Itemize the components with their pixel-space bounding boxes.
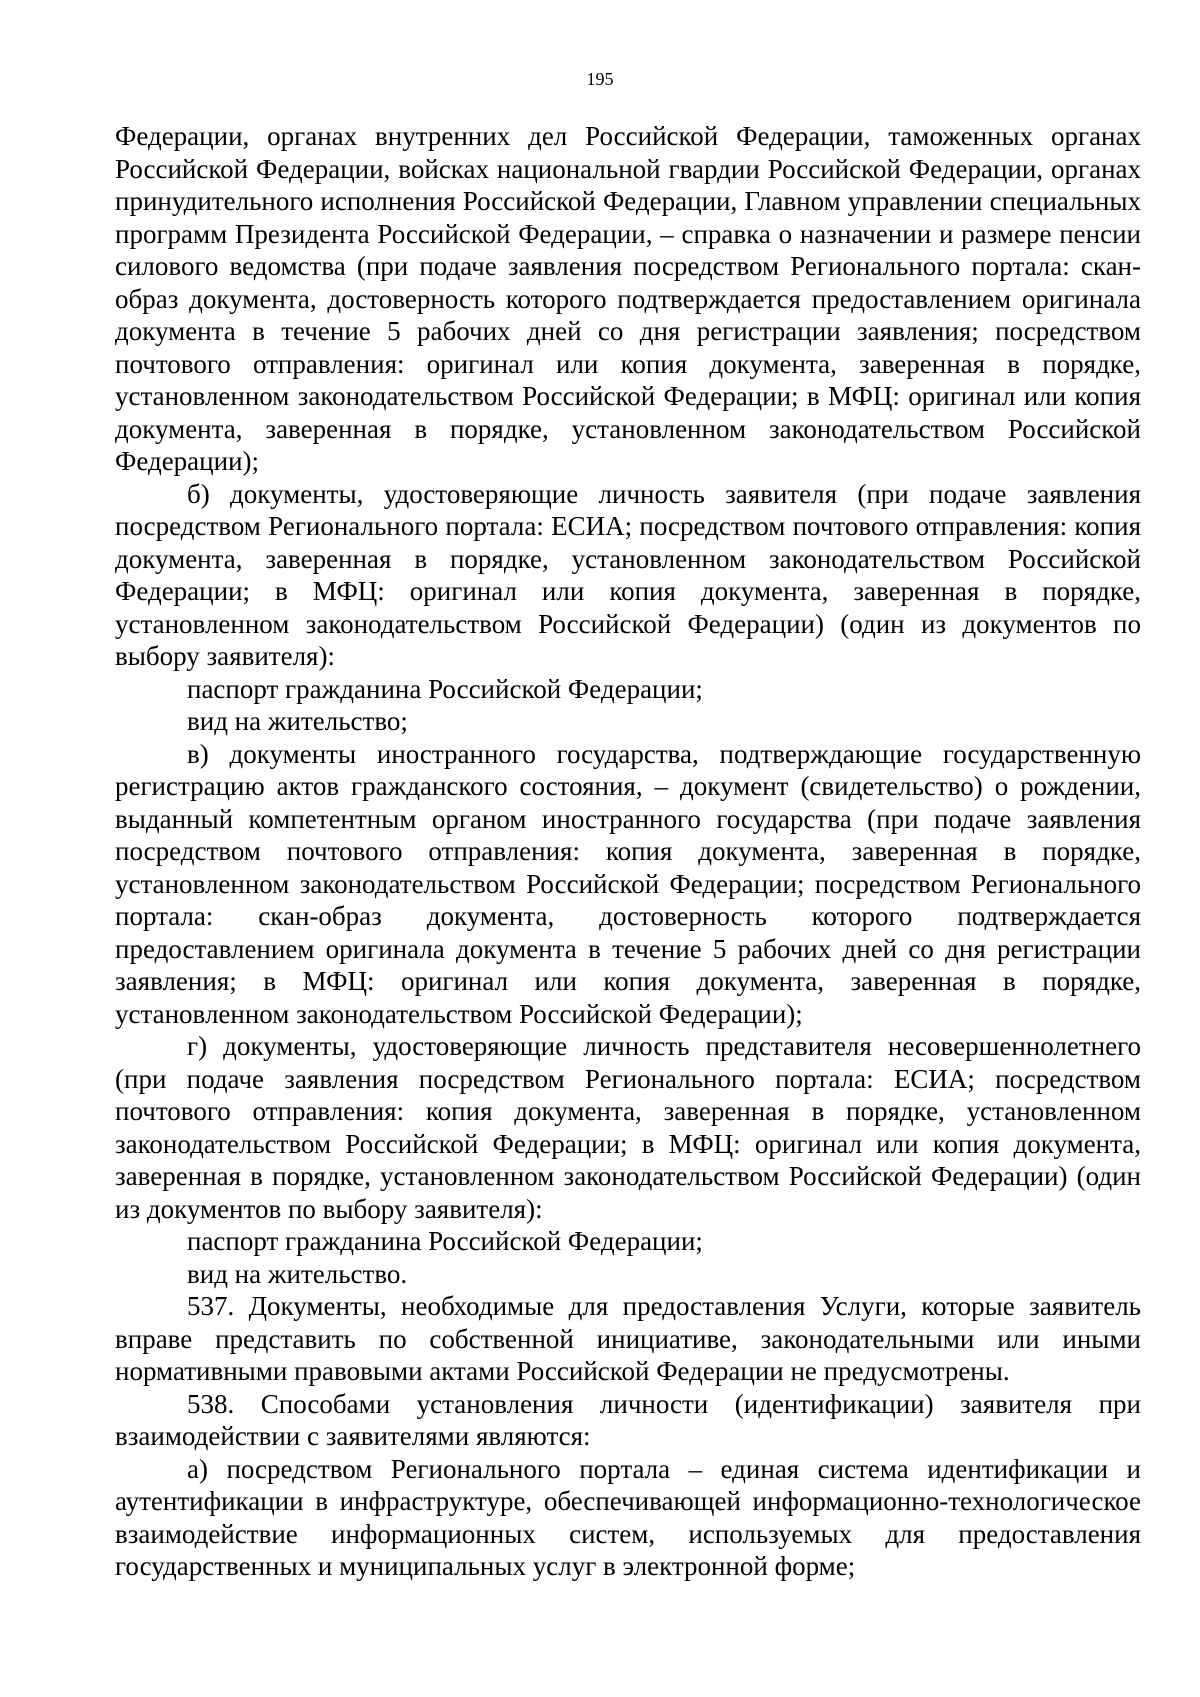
- paragraph-537: 537. Документы, необходимые для предоставления Услуги, которые заявитель вправе представить по собственной инициативе, законодательными или иными нормативными правовыми актами Российской Федерации не предусмотрены.: [115, 1291, 1141, 1386]
- paragraph-538: 538. Способами установления личности (идентификации) заявителя при взаимодействии с заявителями являются:: [115, 1388, 1141, 1451]
- paragraph-item-v: в) документы иностранного государства, подтверждающие государственную регистрацию актов гражданского состояния, – документ (свидетельство) о рождении, выданный компетентным органом иностранного государства (при подаче заявления посредством почтового отправления: копия документа, заверенная в порядке, установленном законодательством Российской Федерации; посредством Регионального портала: скан-образ документа, достоверность которого подтверждается предоставлением оригинала документа в течение 5 рабочих дней со дня регистрации заявления; в МФЦ: оригинал или копия документа, заверенная в порядке, установленном законодательством Российской Федерации);: [115, 738, 1141, 1029]
- list-line-passport: паспорт гражданина Российской Федерации;: [187, 1226, 703, 1256]
- paragraph-continuation: Федерации, органах внутренних дел Российской Федерации, таможенных органах Российской Федерации, войсках национальной гвардии Российской Федерации, органах принудительного исполнения Российской Федерации, Главном управлении специальных программ Президента Российской Федерации, – справка о назначении и размере пенсии силового ведомства (при подаче заявления посредством Регионального портала: скан-образ документа, достоверность которого подтверждается предоставлением оригинала документа в течение 5 рабочих дней со дня регистрации заявления; посредством почтового отправления: оригинал или копия документа, заверенная в порядке, установленном законодательством Российской Федерации; в МФЦ: оригинал или копия документа, заверенная в порядке, установленном законодательством Российской Федерации);: [115, 121, 1141, 476]
- paragraph-item-a: а) посредством Регионального портала – единая система идентификации и аутентификации в инфраструктуре, обеспечивающей информационно-технологическое взаимодействие информационных систем, используемых для предоставления государственных и муниципальных услуг в электронной форме;: [115, 1453, 1141, 1581]
- list-line-residence-permit: вид на жительство;: [187, 706, 408, 736]
- list-line-passport: паспорт гражданина Российской Федерации;: [187, 673, 703, 704]
- page-number: 195: [586, 69, 614, 89]
- list-line-residence-permit: вид на жительство.: [187, 1258, 408, 1289]
- document-body: [115, 120, 1141, 1583]
- paragraph-item-b: б) документы, удостоверяющие личность заявителя (при подаче заявления посредством Регионального портала: ЕСИА; посредством почтового отправления: копия документа, заверенная в порядке, установленном законодательством Российской Федерации; в МФЦ: оригинал или копия документа, заверенная в порядке, установленном законодательством Российской Федерации) (один из документов по выбору заявителя):: [115, 478, 1141, 671]
- paragraph-item-g: г) документы, удостоверяющие личность представителя несовершеннолетнего (при подаче заявления посредством Регионального портала: ЕСИА; посредством почтового отправления: копия документа, заверенная в порядке, установленном законодательством Российской Федерации; в МФЦ: оригинал или копия документа, заверенная в порядке, установленном законодательством Российской Федерации) (один из документов по выбору заявителя):: [115, 1031, 1141, 1224]
